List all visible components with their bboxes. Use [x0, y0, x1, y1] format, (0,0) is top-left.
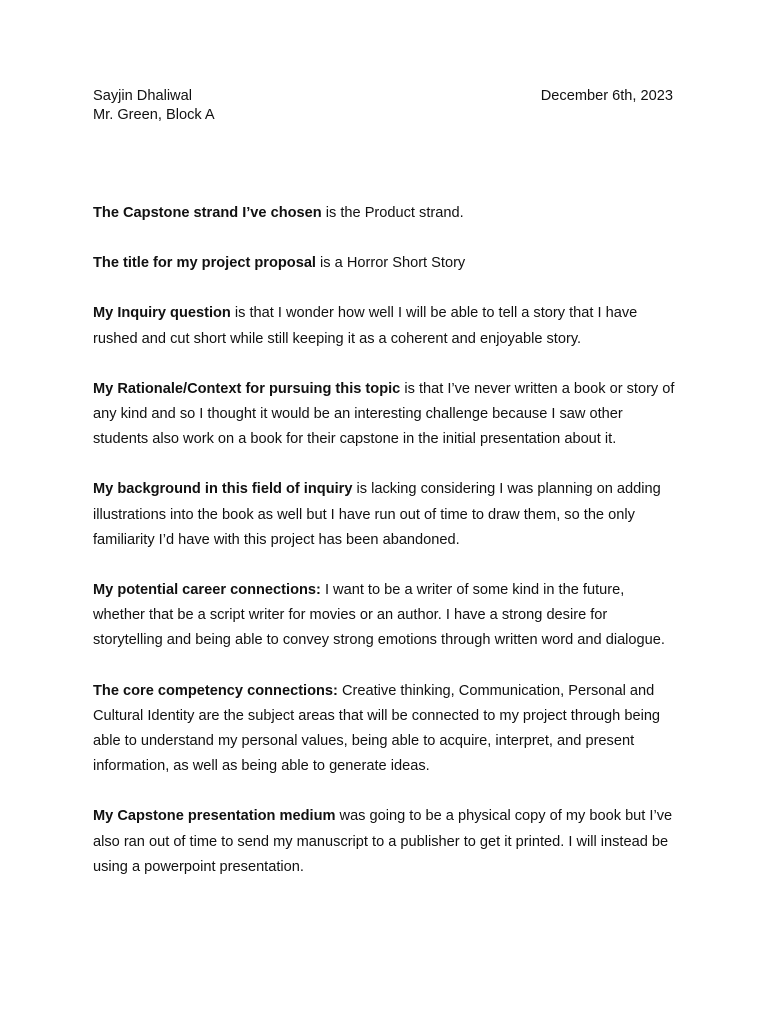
teacher-block: Mr. Green, Block A	[93, 107, 215, 123]
paragraph-text: I want to be a writer of some kind in the future, whether that be a script writer for movies or an author. I have a strong desire for storytelling and being able to convey strong emotions through written word and dialogue.	[93, 582, 665, 649]
header-second-row	[93, 106, 673, 125]
paragraph-text: is lacking considering I was planning on adding illustrations into the book as well but I have run out of time to draw them, so the only familiarity I’d have with this project has been abandoned.	[93, 481, 661, 548]
header-first-row	[93, 87, 673, 106]
paragraph-capstone-strand	[93, 201, 677, 226]
paragraph-text: is that I’ve never written a book or story of any kind and so I thought it would be an interesting challenge because I saw other students also work on a book for their capstone in the initial presentation about it.	[93, 380, 675, 448]
paragraph-inquiry-question	[93, 301, 677, 351]
paragraph-text: is a Horror Short Story	[316, 255, 466, 272]
author-name: Sayjin Dhaliwal	[93, 88, 192, 104]
document-date: December 6th, 2023	[540, 88, 673, 104]
paragraph-background	[93, 477, 677, 553]
paragraph-text: is the Product strand.	[321, 205, 464, 221]
document-body	[93, 201, 677, 905]
paragraph-lead: The Capstone strand I’ve chosen	[93, 205, 322, 221]
paragraph-lead: My Capstone presentation medium	[93, 808, 336, 825]
paragraph-lead: My background in this field of inquiry	[93, 481, 353, 498]
document-header	[93, 87, 673, 125]
paragraph-text: was going to be a physical copy of my book but I’ve also ran out of time to send my manuscript to a publisher to get it printed. I will instead be using a powerpoint presentation.	[93, 808, 673, 875]
paragraph-presentation-medium	[93, 804, 677, 880]
paragraph-rationale	[93, 377, 677, 453]
paragraph-lead: The core competency connections:	[93, 682, 338, 699]
paragraph-text: is that I wonder how well I will be able to tell a story that I have rushed and cut short while still keeping it as a coherent and enjoyable story.	[93, 305, 638, 347]
paragraph-lead: My potential career connections:	[93, 582, 321, 599]
paragraph-text: Creative thinking, Communication, Personal and Cultural Identity are the subject areas that will be connected to my project through being able to understand my personal values, being able to acquire, interpret, and present information, as well as being able to generate ideas.	[93, 682, 661, 775]
paragraph-career-connections	[93, 578, 677, 654]
paragraph-lead: The title for my project proposal	[93, 255, 316, 272]
paragraph-lead: My Rationale/Context for pursuing this topic	[93, 380, 401, 397]
paragraph-core-competency	[93, 679, 677, 780]
paragraph-project-title	[93, 251, 677, 276]
paragraph-lead: My Inquiry question	[93, 305, 231, 322]
